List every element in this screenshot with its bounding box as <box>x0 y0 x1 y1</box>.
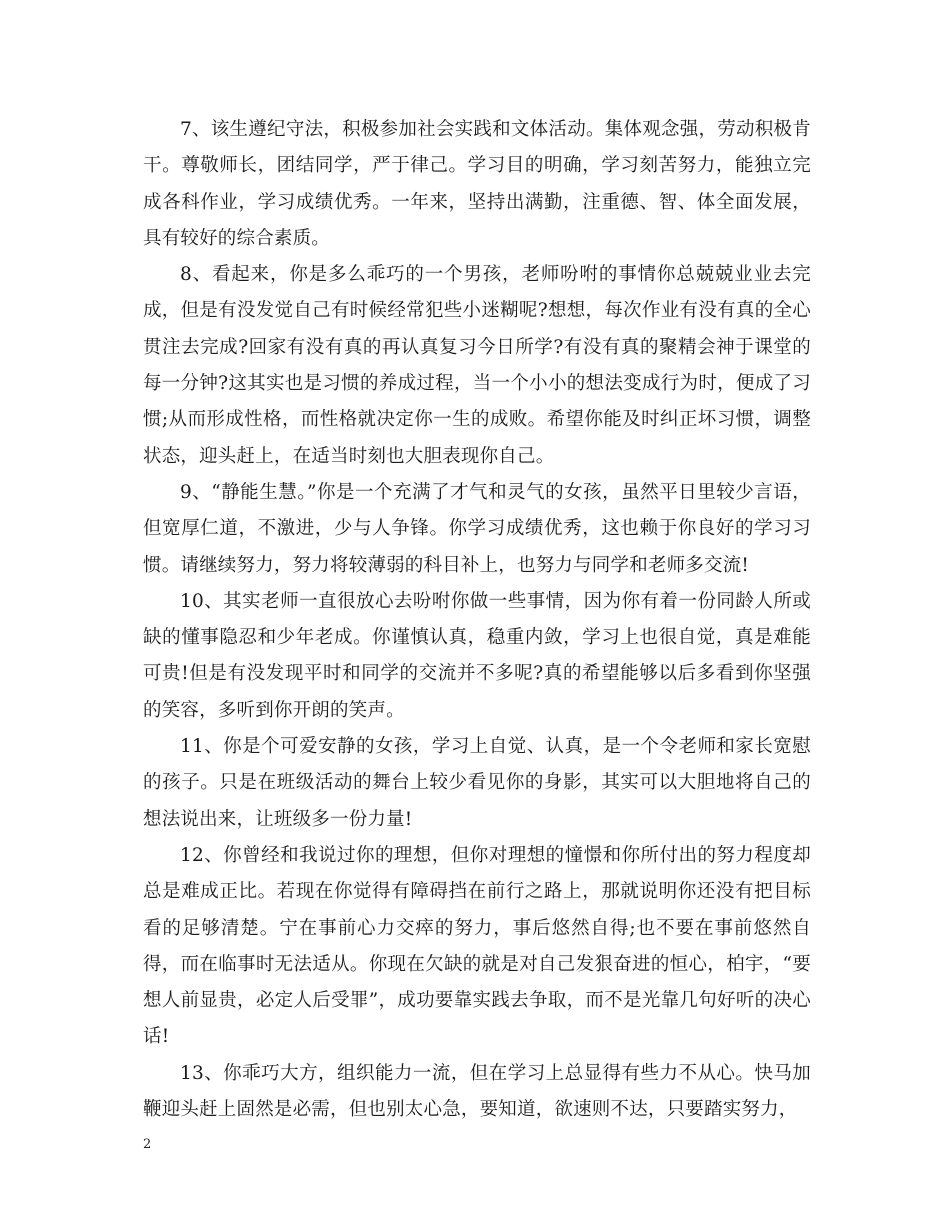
document-body <box>143 112 811 1128</box>
comment-paragraph-8: 8、看起来，你是多么乖巧的一个男孩，老师吩咐的事情你总兢兢业业去完成，但是有没发觉自己有时候经常犯些小迷糊呢?想想，每次作业有没有真的全心贯注去完成?回家有没有真的再认真复习今日所学?有没有真的聚精会神于课堂的每一分钟?这其实也是习惯的养成过程，当一个小小的想法变成行为时，便成了习惯;从而形成性格，而性格就决定你一生的成败。希望你能及时纠正坏习惯，调整状态，迎头赶上，在适当时刻也大胆表现你自己。 <box>143 264 811 467</box>
comment-paragraph-13: 13、你乖巧大方，组织能力一流，但在学习上总显得有些力不从心。快马加鞭迎头赶上固然是必需，但也别太心急，要知道，欲速则不达，只要踏实努力， <box>143 1062 811 1121</box>
comment-paragraph-10: 10、其实老师一直很放心去吩咐你做一些事情，因为你有着一份同龄人所或缺的懂事隐忍和少年老成。你谨慎认真，稳重内敛，学习上也很自觉，真是难能可贵!但是有没发现平时和同学的交流并不多呢?真的希望能够以后多看到你坚强的笑容，多听到你开朗的笑声。 <box>143 590 811 721</box>
comment-paragraph-12: 12、你曾经和我说过你的理想，但你对理想的憧憬和你所付出的努力程度却总是难成正比。若现在你觉得有障碍挡在前行之路上，那就说明你还没有把目标看的足够清楚。宁在事前心力交瘁的努力，事后悠然自得;也不要在事前悠然自得，而在临事时无法适从。你现在欠缺的就是对自己发狠奋进的恒心，柏宇，“要想人前显贵，必定人后受罪”，成功要靠实践去争取，而不是光靠几句好听的决心话! <box>143 844 811 1048</box>
comment-paragraph-9: 9、“静能生慧。”你是一个充满了才气和灵气的女孩，虽然平日里较少言语，但宽厚仁道，不激进，少与人争锋。你学习成绩优秀，这也赖于你良好的学习习惯。请继续努力，努力将较薄弱的科目补上，也努力与同学和老师多交流! <box>143 481 811 576</box>
comment-paragraph-11: 11、你是个可爱安静的女孩，学习上自觉、认真，是一个令老师和家长宽慰的孩子。只是在班级活动的舞台上较少看见你的身影，其实可以大胆地将自己的想法说出来，让班级多一份力量! <box>143 736 811 830</box>
page-number: 2 <box>143 1137 152 1152</box>
comment-paragraph-7: 7、该生遵纪守法，积极参加社会实践和文体活动。集体观念强，劳动积极肯干。尊敬师长，团结同学，严于律己。学习目的明确，学习刻苦努力，能独立完成各科作业，学习成绩优秀。一年来，坚持出满勤，注重德、智、体全面发展，具有较好的综合素质。 <box>143 119 811 249</box>
